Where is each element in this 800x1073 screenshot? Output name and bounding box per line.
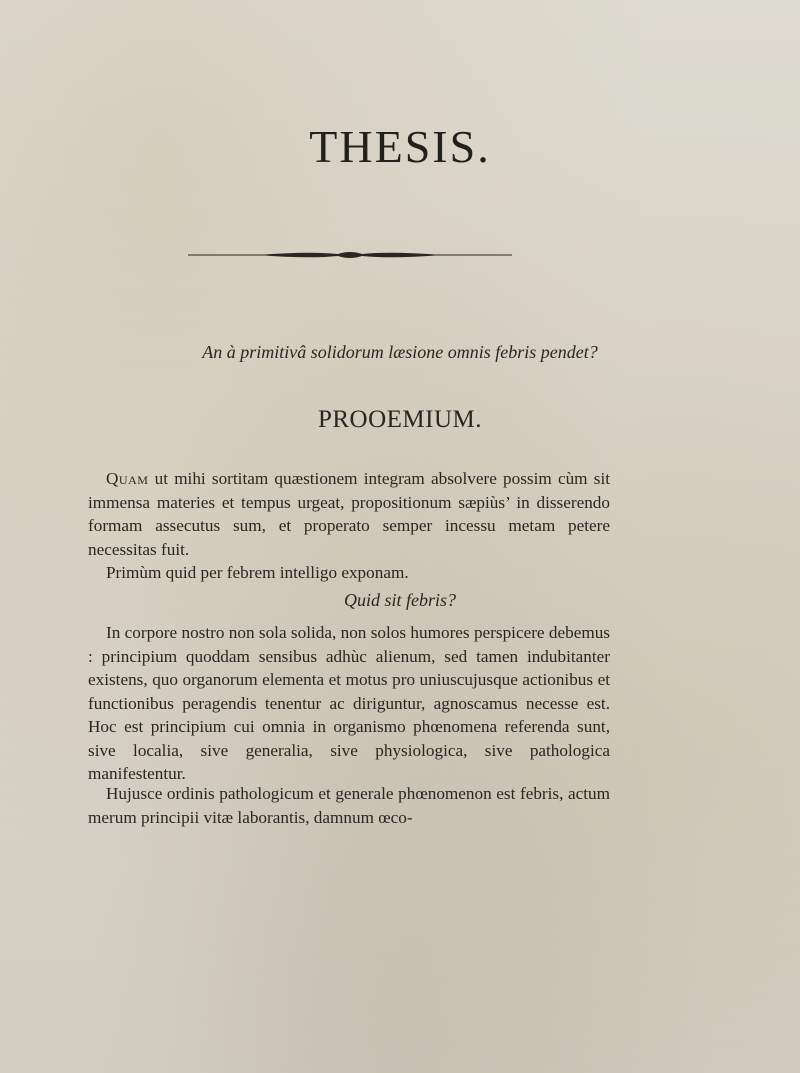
subheading: Quid sit febris?: [343, 590, 456, 610]
paragraph-1-text: ut mihi sortitam quæstionem integram absolvere possim cùm sit immensa materies et tempus urgeat, propositionum sæpiùs’ in disserendo formam assecutus sum, et properato semper incessu metam petere necessitas fuit.: [88, 469, 610, 559]
ornamental-rule: [188, 248, 512, 262]
paragraph-4: Hujusce ordinis pathologicum et generale phœnomenon est febris, actum merum principii vitæ laborantis, damnum œco-: [88, 784, 610, 827]
paragraph-3: In corpore nostro non sola solida, non solos humores perspicere debemus : principium quoddam sensibus adhùc alienum, sed tamen indubitanter existens, quo organorum elementa et motus pro uniuscujusque actionibus et functionibus peragendis tenentur ac diriguntur, agnoscamus necesse est. Hoc est principium cui omnia in organismo phœnomena referenda sunt, sive localia, sive generalia, sive physiologica, sive pathologica manifestentur.: [88, 623, 610, 783]
paragraph-1: [88, 467, 610, 561]
paragraph-2: Primùm quid per febrem intelligo exponam.: [106, 563, 409, 582]
thesis-question: An à primitivâ solidorum læsione omnis febris pendet?: [202, 342, 598, 362]
page-title: THESIS.: [309, 121, 491, 172]
section-heading: PROOEMIUM.: [317, 406, 483, 433]
paragraph-lead-word: Quam: [106, 469, 149, 488]
